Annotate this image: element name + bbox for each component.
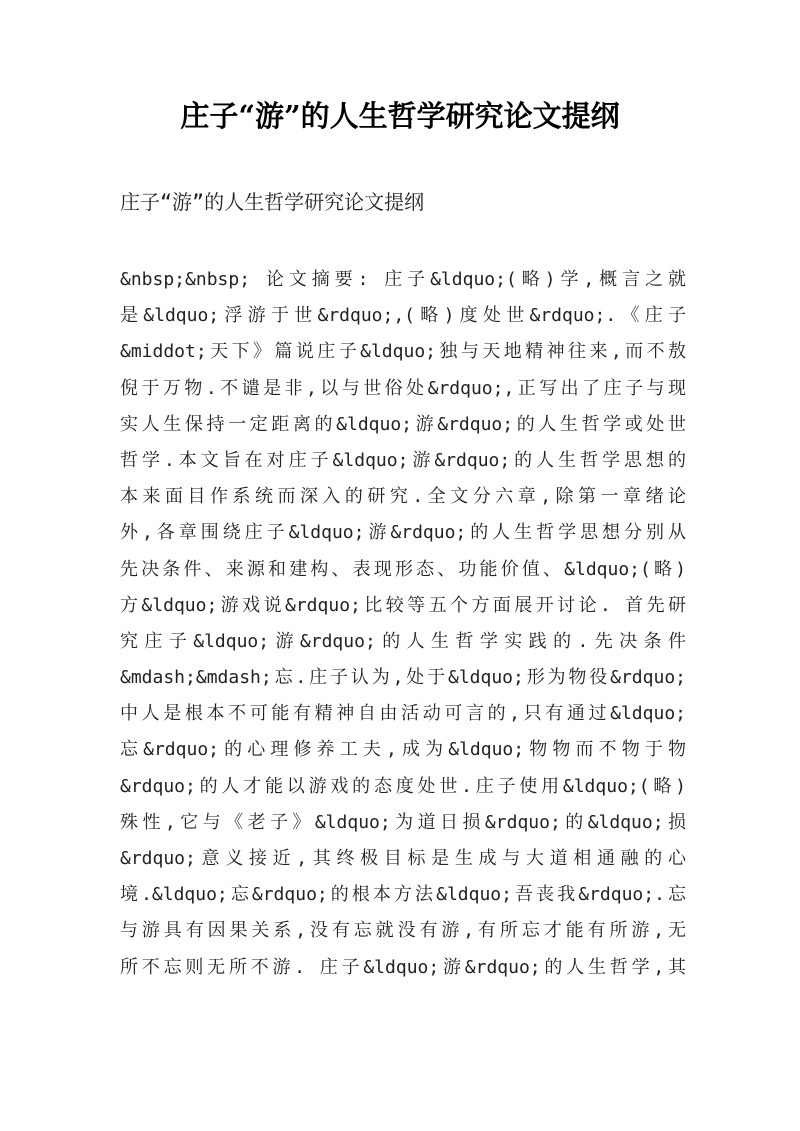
body-text-line: &rdquo;的人才能以游戏的态度处世.庄子使用&ldquo;(略) bbox=[120, 775, 686, 797]
body-text-line: 究庄子&ldquo;游&rdquo;的人生哲学实践的.先决条件 bbox=[120, 630, 686, 652]
body-text-line: 先决条件、来源和建构、表现形态、功能价值、&ldquo;(略) bbox=[120, 558, 686, 580]
body-text-line: 境.&ldquo;忘&rdquo;的根本方法&ldquo;吾丧我&rdquo;.忘 bbox=[120, 884, 686, 906]
body-text-line: 忘&rdquo;的心理修养工夫,成为&ldquo;物物而不物于物 bbox=[120, 739, 686, 761]
body-text-line: 哲学.本文旨在对庄子&ldquo;游&rdquo;的人生哲学思想的 bbox=[120, 449, 686, 471]
body-text-line: 实人生保持一定距离的&ldquo;游&rdquo;的人生哲学或处世 bbox=[120, 413, 686, 435]
document-body bbox=[120, 262, 686, 986]
body-text-line: &middot;天下》篇说庄子&ldquo;独与天地精神往来,而不敖 bbox=[120, 341, 686, 363]
document-subtitle: 庄子“游”的人生哲学研究论文提纲 bbox=[120, 190, 425, 214]
body-text-line: 所不忘则无所不游. 庄子&ldquo;游&rdquo;的人生哲学,其 bbox=[120, 956, 686, 978]
body-text-line: 是&ldquo;浮游于世&rdquo;,(略)度处世&rdquo;.《庄子 bbox=[120, 305, 686, 327]
document-title: 庄子“游”的人生哲学研究论文提纲 bbox=[180, 99, 620, 133]
body-text-line: &nbsp;&nbsp; 论文摘要: 庄子&ldquo;(略)学,概言之就 bbox=[120, 269, 686, 290]
body-text-line: 本来面目作系统而深入的研究.全文分六章,除第一章绪论 bbox=[120, 486, 686, 508]
body-text-line: 外,各章围绕庄子&ldquo;游&rdquo;的人生哲学思想分别从 bbox=[120, 522, 686, 544]
body-text-line: &rdquo;意义接近,其终极目标是生成与大道相通融的心 bbox=[120, 848, 686, 869]
body-text-line: 殊性,它与《老子》&ldquo;为道日损&rdquo;的&ldquo;损 bbox=[120, 811, 686, 833]
body-text-line: 方&ldquo;游戏说&rdquo;比较等五个方面展开讨论. 首先研 bbox=[120, 594, 686, 616]
body-text-line: &mdash;&mdash;忘.庄子认为,处于&ldquo;形为物役&rdquo; bbox=[120, 667, 686, 689]
body-text-line: 倪于万物.不谴是非,以与世俗处&rdquo;,正写出了庄子与现 bbox=[120, 377, 686, 399]
body-text-line: 中人是根本不可能有精神自由活动可言的,只有通过&ldquo; bbox=[120, 703, 686, 725]
body-text-line: 与游具有因果关系,没有忘就没有游,有所忘才能有所游,无 bbox=[120, 920, 686, 942]
